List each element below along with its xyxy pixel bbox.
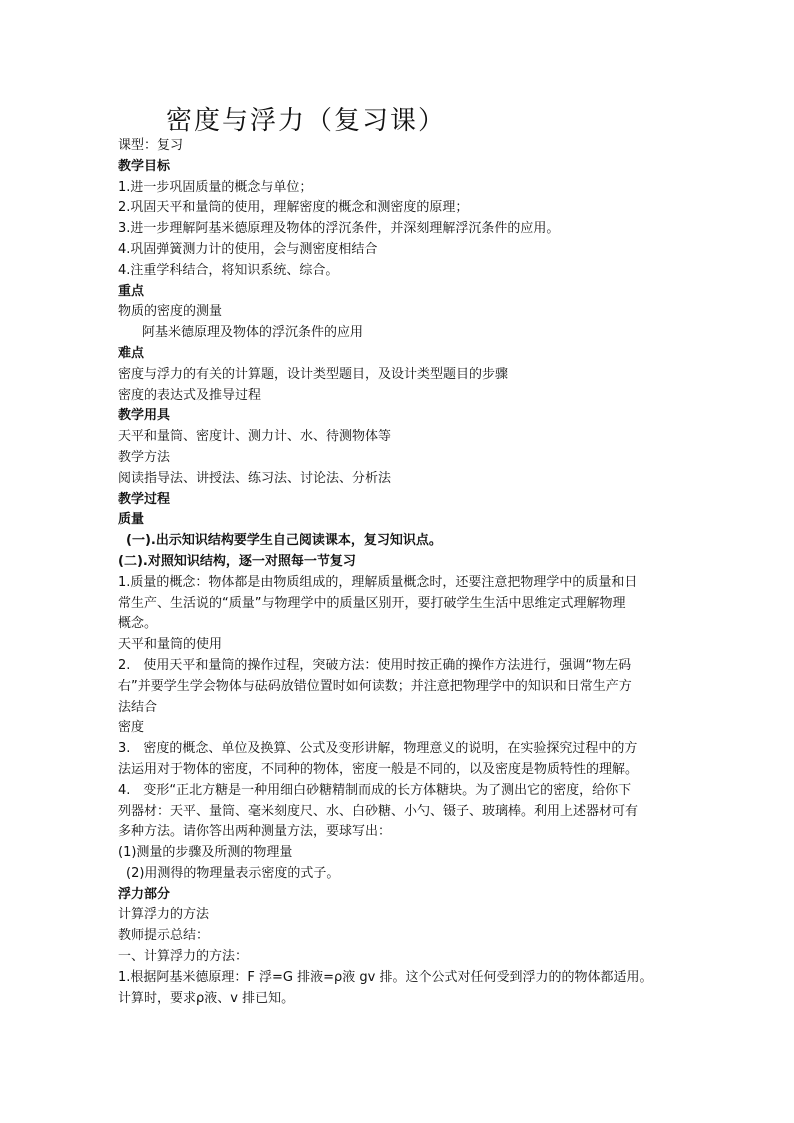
document-title: 密度与浮力（复习课） [166, 106, 447, 136]
process-step: (二).对照知识结构，逐一对照每一节复习 [118, 553, 356, 569]
paragraph-archimedes [118, 968, 688, 1010]
paragraph-density-concept [118, 739, 688, 781]
heading-mass: 质量 [118, 512, 145, 528]
lesson-type: 课型：复习 [118, 138, 184, 153]
paragraph-line: 计算时，要求ρ液、v 排已知。 [118, 990, 295, 1006]
document-body [118, 136, 688, 1009]
paragraph-line: 2. 使用天平和量筒的操作过程，突破方法：使用时按正确的操作方法进行，强调“物左码 [118, 657, 632, 673]
key-point-item: 物质的密度的测量 [118, 304, 223, 320]
difficulty-item: 密度的表达式及推导过程 [118, 387, 262, 403]
heading-density: 密度 [118, 720, 145, 736]
paragraph-line: 1.质量的概念：物体都是由物质组成的，理解质量概念时，还要注意把物理学中的质量和日 [118, 574, 638, 590]
paragraph-line: 法结合 [118, 699, 158, 715]
paragraph-line: 多种方法。请你答出两种测量方法，要球写出： [118, 824, 392, 840]
heading-buoyancy-calc: 计算浮力的方法 [118, 907, 210, 923]
problem-requirement: (1)测量的步骤及所测的物理量 [118, 845, 293, 861]
methods-list: 阅读指导法、讲授法、练习法、讨论法、分析法 [118, 470, 392, 486]
goal-item: 3.进一步理解阿基米德原理及物体的浮沉条件，并深刻理解浮沉条件的应用。 [118, 221, 560, 237]
heading-teaching-goals: 教学目标 [118, 158, 171, 174]
goal-item: 1.进一步巩固质量的概念与单位； [118, 179, 313, 195]
paragraph-line: 右”并要学生学会物体与砝码放错位置时如何读数；并注意把物理学中的知识和日常生产方 [118, 678, 632, 694]
paragraph-line: 1.根据阿基米德原理：F 浮=G 排液=ρ液 gv 排。这个公式对任何受到浮力的的物体都适用。 [118, 969, 653, 985]
heading-difficulties: 难点 [118, 345, 145, 361]
problem-requirement: (2)用测得的物理量表示密度的式子。 [126, 865, 340, 881]
goal-item: 4.注重学科结合，将知识系统、综合。 [118, 262, 339, 278]
paragraph-line: 列器材：天平、量筒、毫米刻度尺、水、白砂糖、小勺、镊子、玻璃棒。利用上述器材可有 [118, 803, 639, 819]
goal-item: 4.巩固弹簧测力计的使用，会与测密度相结合 [118, 241, 378, 257]
difficulty-item: 密度与浮力的有关的计算题，设计类型题目，及设计类型题目的步骤 [118, 366, 509, 382]
paragraph-line: 3. 密度的概念、单位及换算、公式及变形讲解，物理意义的说明，在实验探究过程中的方 [118, 741, 638, 757]
teacher-summary: 教师提示总结： [118, 928, 210, 944]
paragraph-line: 4. 变形“正北方糖是一种用细白砂糖精制而成的长方体糖块。为了测出它的密度，给你下 [118, 782, 632, 798]
paragraph-balance-usage [118, 656, 688, 718]
tools-list: 天平和量筒、密度计、测力计、水、待测物体等 [118, 429, 392, 445]
heading-teaching-methods: 教学方法 [118, 449, 171, 465]
heading-teaching-process: 教学过程 [118, 491, 171, 507]
paragraph-line: 常生产、生活说的“质量”与物理学中的质量区别开，要打破学生生活中思维定式理解物理 [118, 595, 626, 611]
goal-item: 2.巩固天平和量筒的使用，理解密度的概念和测密度的原理； [118, 200, 469, 216]
key-point-item: 阿基米德原理及物体的浮沉条件的应用 [142, 325, 364, 341]
heading-buoyancy: 浮力部分 [118, 886, 171, 902]
process-step: (一).出示知识结构要学生自己阅读课本，复习知识点。 [126, 533, 442, 549]
paragraph-sugar-problem [118, 781, 688, 843]
subheading-calc-methods: 一、计算浮力的方法： [118, 949, 249, 965]
paragraph-mass-concept [118, 573, 688, 635]
paragraph-line: 概念。 [118, 616, 158, 632]
heading-balance-cylinder: 天平和量筒的使用 [118, 637, 223, 653]
heading-key-points: 重点 [118, 283, 145, 299]
heading-teaching-tools: 教学用具 [118, 408, 171, 424]
paragraph-line: 法运用对于物体的密度，不同种的物体，密度一般是不同的，以及密度是物质特性的理解。 [118, 761, 639, 777]
